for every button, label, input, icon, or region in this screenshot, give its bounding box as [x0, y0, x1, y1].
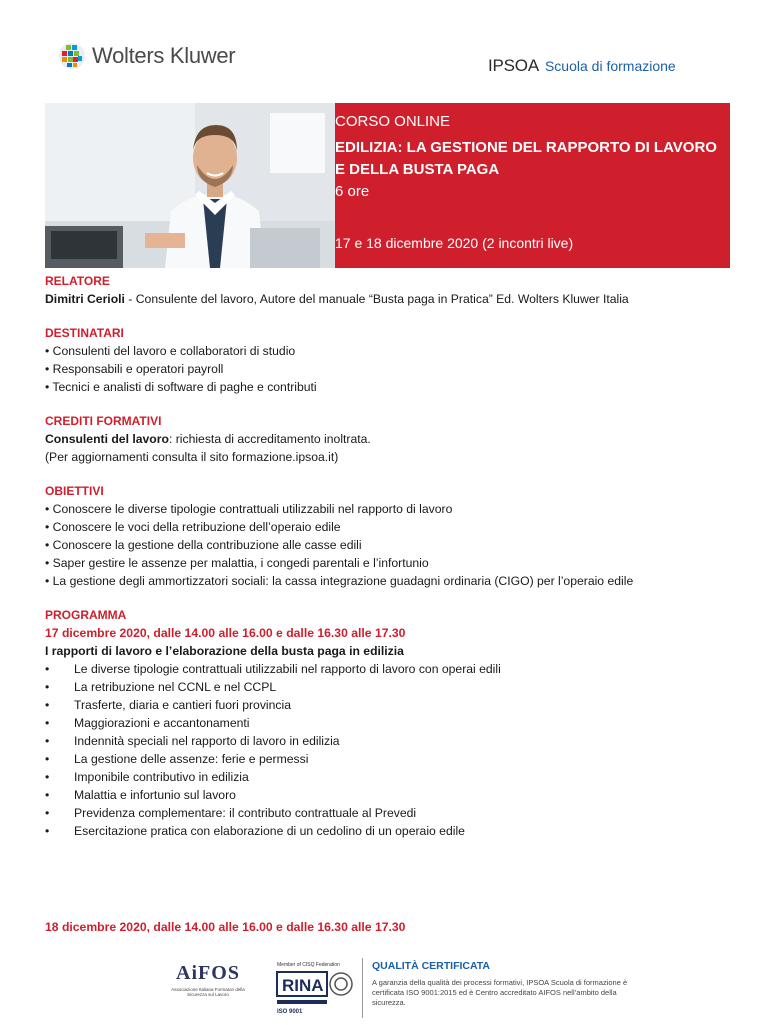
- ipsoa-brand: IPSOA: [488, 56, 539, 75]
- rina-logo: [275, 958, 355, 1025]
- destinatari-heading: DESTINATARI: [45, 326, 124, 340]
- course-dates: 17 e 18 dicembre 2020 (2 incontri live): [335, 235, 574, 251]
- list-item: • Esercitazione pratica con elaborazione di un cedolino di un operaio edile: [45, 822, 735, 840]
- man-at-desk-image: [45, 103, 335, 268]
- obiettivi-item: • Conoscere la gestione della contribuzione alle casse edili: [45, 538, 362, 552]
- destinatari-item: • Consulenti del lavoro e collaboratori di studio: [45, 344, 296, 358]
- aifos-logo: [168, 962, 248, 997]
- course-type: CORSO ONLINE: [335, 113, 451, 130]
- hero-photo: [45, 103, 335, 268]
- list-item: • Imponibile contributivo in edilizia: [45, 768, 735, 786]
- programma-list: [45, 660, 735, 840]
- rina-name: RINA: [282, 976, 324, 995]
- ipsoa-logo: [488, 56, 676, 76]
- list-item: • Malattia e infortunio sul lavoro: [45, 786, 735, 804]
- aifos-name: AiFOS: [176, 962, 240, 984]
- programma-heading: PROGRAMMA: [45, 608, 127, 622]
- course-duration: 6 ore: [335, 183, 370, 200]
- relatore-heading: RELATORE: [45, 274, 110, 288]
- programma-day2: 18 dicembre 2020, dalle 14.00 alle 16.00 e dalle 16.30 alle 17.30: [45, 920, 406, 934]
- course-title: EDILIZIA: LA GESTIONE DEL RAPPORTO DI LAVORO E DELLA BUSTA PAGA: [335, 139, 717, 178]
- programma-topic: I rapporti di lavoro e l’elaborazione della busta paga in edilizia: [45, 644, 404, 658]
- wolters-kluwer-logo: [58, 42, 235, 70]
- rina-badge-icon: [275, 958, 355, 1020]
- list-item: • La retribuzione nel CCNL e nel CCPL: [45, 678, 735, 696]
- aifos-sub: Associazione Italiana Formatori della Sicurezza sul Lavoro: [171, 987, 245, 997]
- relatore-line: [45, 290, 735, 308]
- obiettivi-heading: OBIETTIVI: [45, 484, 104, 498]
- list-item: • Trasferte, diaria e cantieri fuori provincia: [45, 696, 735, 714]
- crediti-line: [45, 430, 735, 448]
- course-header-box: [335, 103, 730, 268]
- obiettivi-item: • La gestione degli ammortizzatori sociali: la cassa integrazione guadagni ordinaria (CIGO) per l’operaio edile: [45, 574, 634, 588]
- destinatari-item: • Tecnici e analisti di software di paghe e contributi: [45, 380, 317, 394]
- list-item: • Maggiorazioni e accantonamenti: [45, 714, 735, 732]
- obiettivi-item: • Conoscere le voci della retribuzione dell’operaio edile: [45, 520, 341, 534]
- obiettivi-item: • Conoscere le diverse tipologie contrattuali utilizzabili nel rapporto di lavoro: [45, 502, 453, 516]
- relatore-desc: - Consulente del lavoro, Autore del manuale “Busta paga in Pratica” Ed. Wolters Kluwer Italia: [124, 292, 629, 306]
- programma-day1: 17 dicembre 2020, dalle 14.00 alle 16.00 e dalle 16.30 alle 17.30: [45, 626, 406, 640]
- rina-top: Member of CISQ Federation: [277, 962, 340, 968]
- crediti-label: Consulenti del lavoro: [45, 432, 169, 446]
- quality-block: [372, 960, 672, 1008]
- crediti-text: : richiesta di accreditamento inoltrata.: [168, 432, 371, 446]
- footer-divider: [362, 958, 363, 1018]
- relatore-name: Dimitri Cerioli: [45, 292, 125, 306]
- crediti-heading: CREDITI FORMATIVI: [45, 414, 162, 428]
- list-item: • Indennità speciali nel rapporto di lavoro in edilizia: [45, 732, 735, 750]
- quality-title: QUALITÀ CERTIFICATA: [372, 960, 491, 972]
- wk-logo-text: Wolters Kluwer: [92, 43, 236, 68]
- quality-text: A garanzia della qualità dei processi formativi, IPSOA Scuola di formazione è certificata ISO 9001:2015 ed è Centro accreditato AIFOS nell’ambito della sicurezza.: [372, 978, 628, 1007]
- ipsoa-sub: Scuola di formazione: [544, 58, 676, 74]
- list-item: • La gestione delle assenze: ferie e permessi: [45, 750, 735, 768]
- course-content: [45, 272, 735, 840]
- crediti-note: (Per aggiornamenti consulta il sito formazione.ipsoa.it): [45, 450, 339, 464]
- obiettivi-item: • Saper gestire le assenze per malattia, i congedi parentali e l’infortunio: [45, 556, 429, 570]
- destinatari-item: • Responsabili e operatori payroll: [45, 362, 224, 376]
- list-item: • Le diverse tipologie contrattuali utilizzabili nel rapporto di lavoro con operai edili: [45, 660, 735, 678]
- list-item: • Previdenza complementare: il contributo contrattuale al Prevedi: [45, 804, 735, 822]
- rina-bottom: ISO 9001: [277, 1009, 303, 1015]
- globe-icon: [58, 42, 86, 70]
